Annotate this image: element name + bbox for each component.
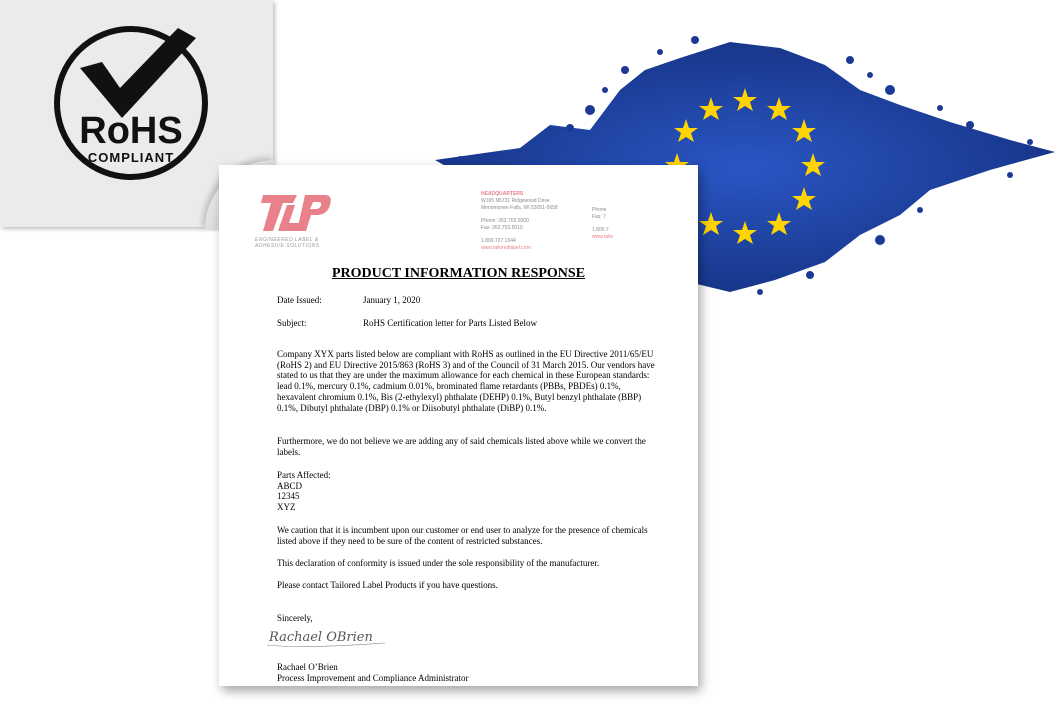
col2-fax: Fax: 7	[592, 214, 606, 220]
parts-affected-label: Parts Affected:	[277, 470, 331, 480]
closing: Sincerely,	[277, 613, 313, 623]
date-value: January 1, 2020	[363, 295, 421, 305]
rohs-logo-main: RoHS	[79, 110, 183, 152]
signer-name: Rachael O’Brien	[277, 662, 338, 672]
compliance-paragraph: Company XYX parts listed below are compliant with RoHS as outlined in the EU Directive 2011/65/EU (RoHS 2) and EU Directive 2015/863 (RoHS 3) and of the Council of 31 March 2015. Our vendors have stated to us that they are under the maximum allowance for each chemical in these European standards: lead 0.1%, mercury 0.1%, cadmium 0.01%, brominated flame retardants (PBBs, PBDEs) 0.1%, hexavalent chromium 0.1%, Bis (2-ethylexyl) phthalate (DEHP) 0.1%, Butyl benzyl phthalate (BBP) 0.1%, Dibutyl phthalate (DBP) 0.1% or Diisobutyl phthalate (DiBP) 0.1%.	[277, 349, 655, 413]
hq-tollfree: 1.800.727.1344	[481, 238, 516, 244]
date-label: Date Issued:	[277, 295, 322, 305]
part-item: XYZ	[277, 502, 296, 513]
handwritten-signature	[265, 623, 395, 649]
conversion-paragraph: Furthermore, we do not believe we are adding any of said chemicals listed above while we convert the labels.	[277, 436, 646, 457]
hq-title: HEADQUARTERS	[481, 191, 524, 197]
hq-phone: Phone: 262.703.5000	[481, 218, 529, 224]
part-item: ABCD	[277, 480, 303, 491]
hq-website: www.tailoredlabel.com	[481, 245, 531, 251]
checkmark-icon	[80, 28, 196, 118]
document-title: PRODUCT INFORMATION RESPONSE	[331, 266, 586, 281]
second-office-address	[592, 207, 632, 241]
caution-paragraph: We caution that it is incumbent upon our customer or end user to analyze for the presence of chemicals listed above if they need to be sure of the content of restricted substances.	[277, 525, 648, 546]
hq-fax: Fax: 262.703.5010	[481, 225, 523, 231]
rohs-logo-text	[68, 112, 194, 166]
parts-affected	[277, 470, 662, 513]
tlp-logo-icon	[257, 193, 331, 233]
hq-address-line-1: W165 N5731 Ridgewood Drive	[481, 198, 550, 204]
hq-address-line-2: Menomonee Falls, WI 53051-5658	[481, 205, 558, 211]
headquarters-address	[481, 191, 591, 252]
contact-paragraph: Please contact Tailored Label Products if you have questions.	[277, 580, 498, 590]
col2-phone: Phone	[592, 207, 607, 213]
part-item: 12345	[277, 491, 300, 502]
conformity-paragraph: This declaration of conformity is issued under the sole responsibility of the manufacturer.	[277, 558, 600, 568]
signer-title: Process Improvement and Compliance Administrator	[277, 673, 469, 683]
signature-text: Rachael OBrien	[269, 630, 373, 645]
logo-tagline: ENGINEERED LABEL & ADHESIVE SOLUTIONS	[255, 237, 320, 249]
col2-website: www.tailo	[592, 234, 614, 240]
subject-value: RoHS Certification letter for Parts Listed Below	[363, 318, 537, 328]
rohs-logo-sub: COMPLIANT	[87, 150, 175, 165]
product-information-letter	[219, 165, 698, 686]
subject-label: Subject:	[277, 318, 307, 328]
col2-tollfree: 1.800.7	[592, 227, 609, 233]
